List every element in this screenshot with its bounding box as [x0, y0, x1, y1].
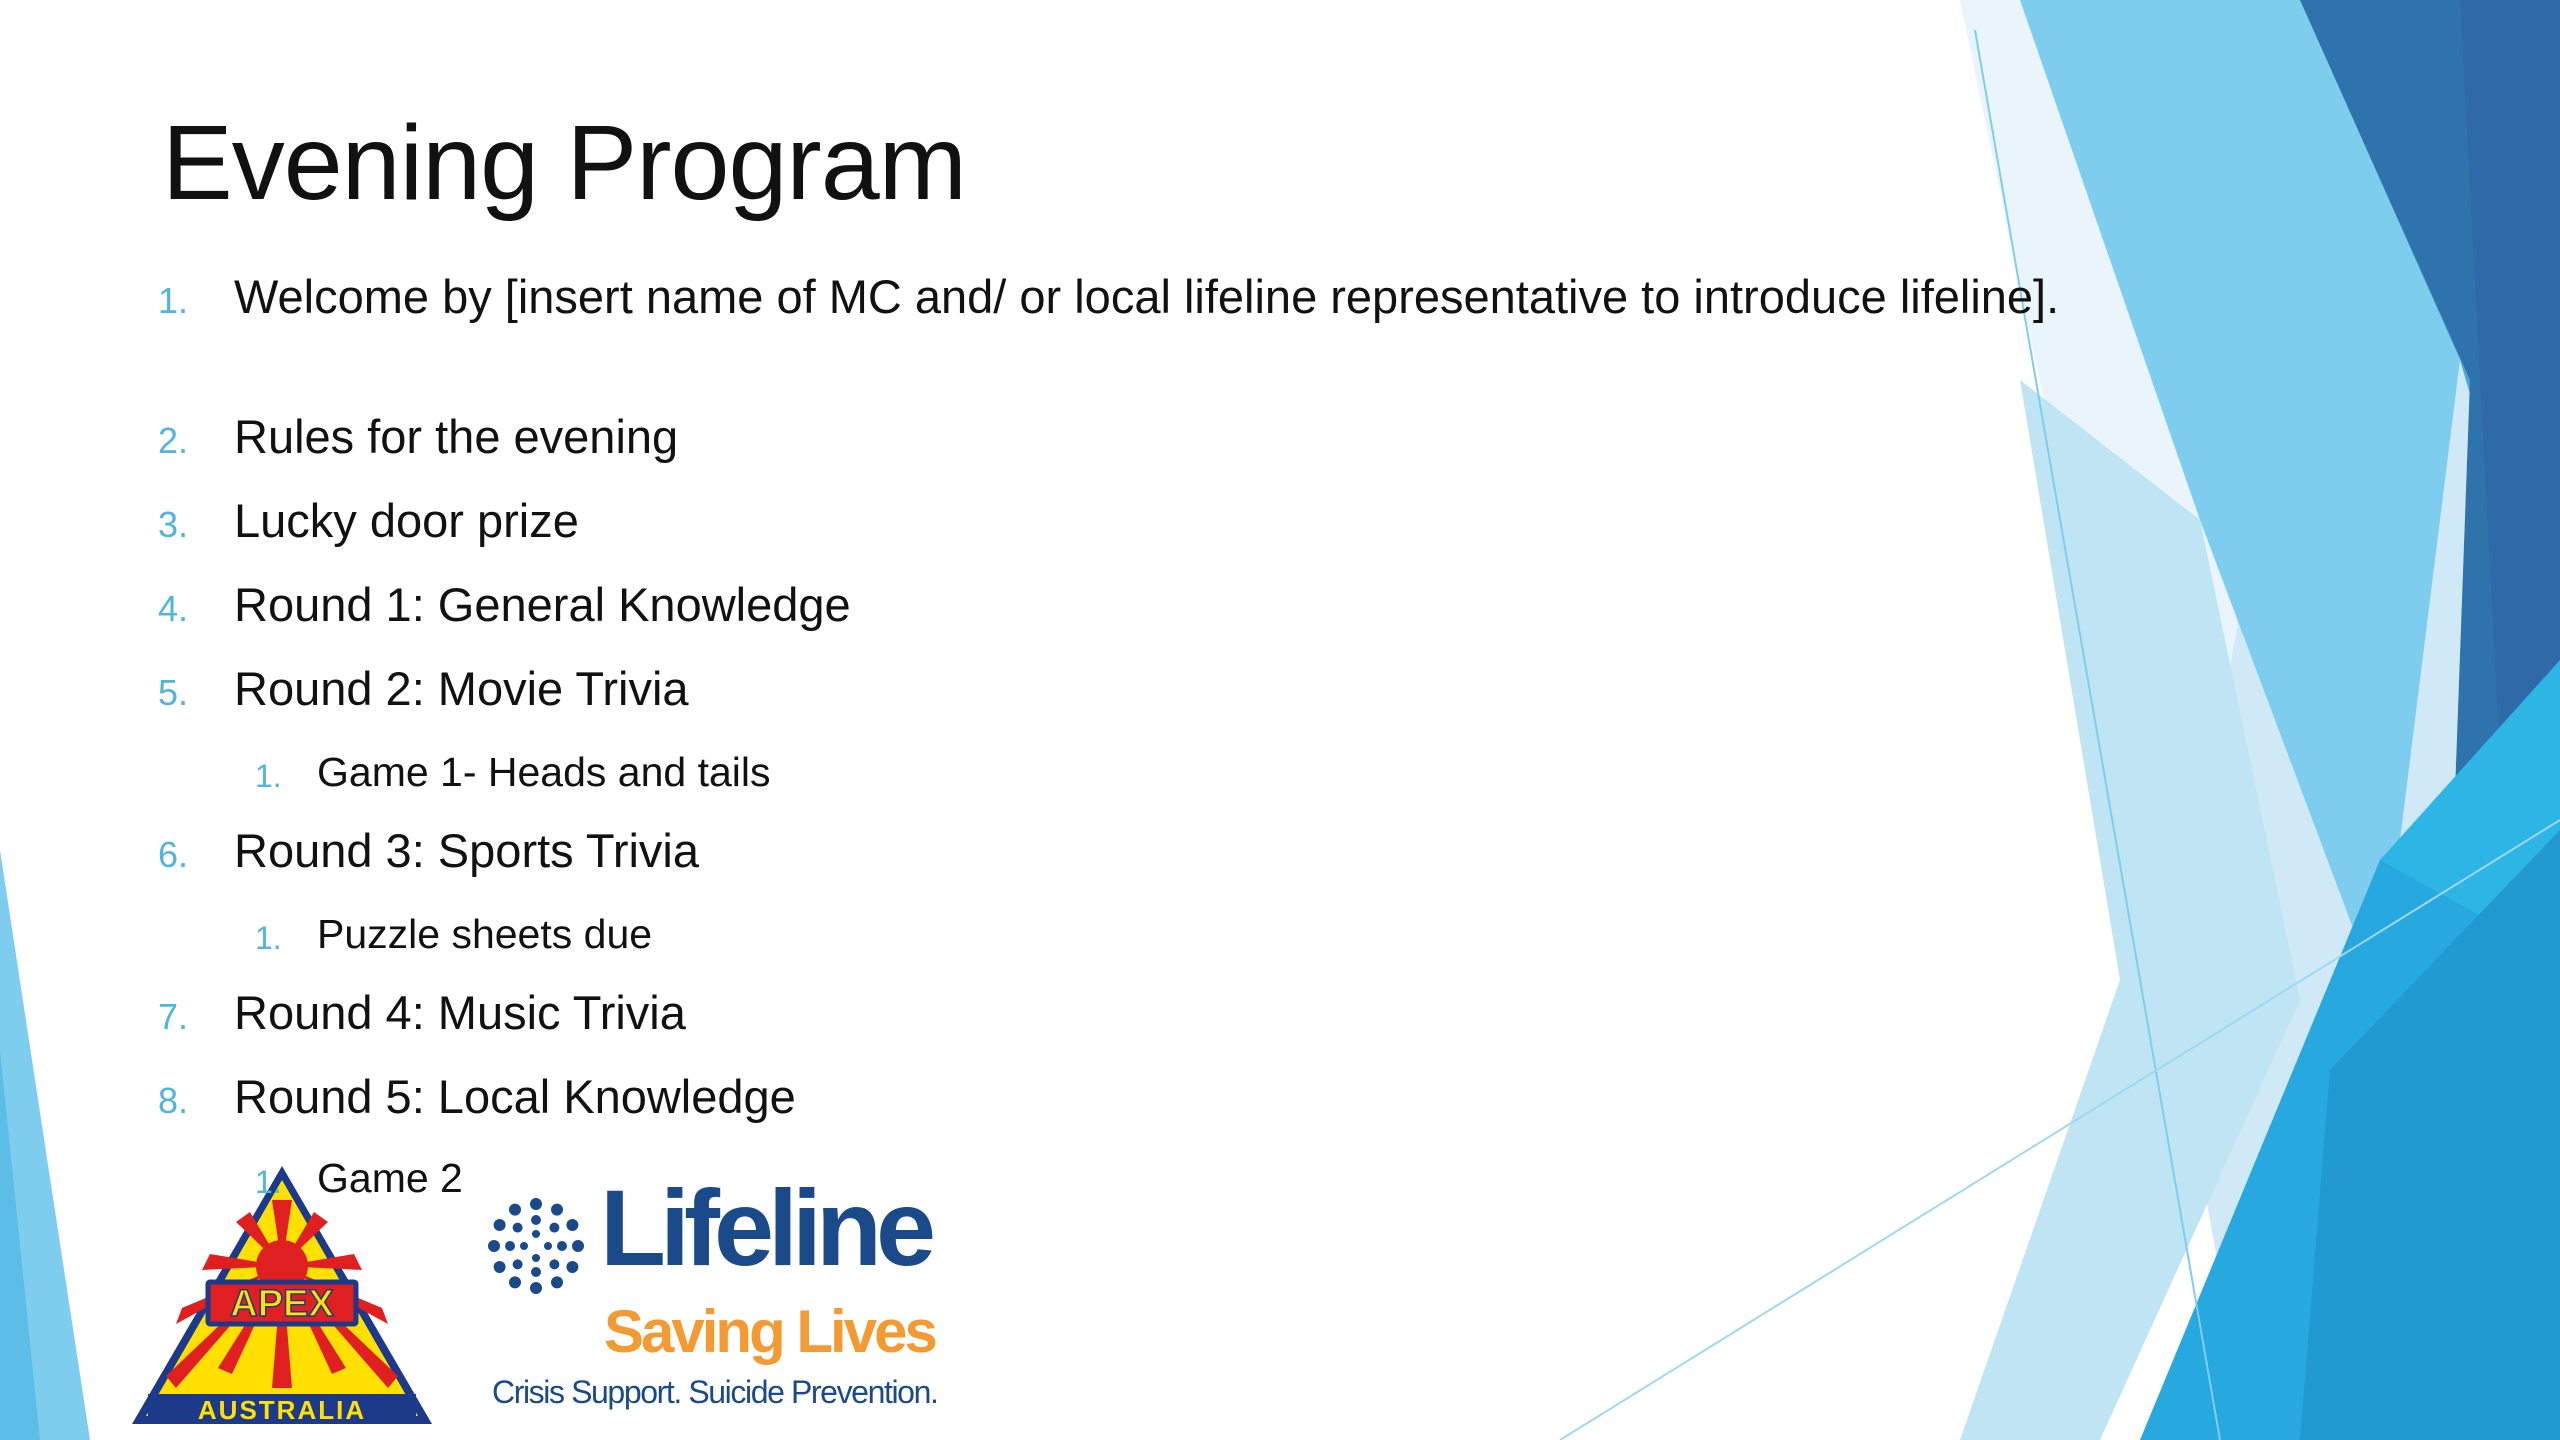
list-item	[158, 1068, 1958, 1126]
list-item	[158, 576, 1958, 634]
lifeline-tagline: Saving Lives	[604, 1298, 935, 1365]
list-number: 1.	[255, 1164, 282, 1200]
list-text: Welcome by [insert name of MC and/ or local lifeline representative to introduce lifeline].	[234, 270, 2060, 323]
apex-logo-text: APEX	[230, 1283, 334, 1325]
list-text: Round 4: Music Trivia	[234, 986, 686, 1039]
list-item	[158, 822, 1958, 880]
list-text: Lucky door prize	[234, 494, 579, 547]
list-text: Round 1: General Knowledge	[234, 578, 851, 631]
list-number: 2.	[158, 420, 189, 461]
list-text: Round 3: Sports Trivia	[234, 824, 699, 877]
list-text: Game 2	[317, 1155, 463, 1201]
lifeline-logo	[486, 1167, 966, 1416]
list-text: Round 5: Local Knowledge	[234, 1070, 796, 1123]
list-item	[158, 492, 1958, 550]
list-text: Puzzle sheets due	[317, 911, 653, 957]
list-number: 7.	[158, 996, 189, 1037]
list-number: 1.	[158, 280, 189, 321]
list-number: 4.	[158, 588, 189, 629]
list-text: Round 2: Movie Trivia	[234, 662, 689, 715]
list-item	[158, 408, 1958, 466]
list-subitem	[255, 908, 1955, 960]
lifeline-wordmark: Lifeline	[600, 1167, 931, 1288]
list-text: Game 1- Heads and tails	[317, 749, 771, 795]
slide-title: Evening Program	[162, 104, 966, 222]
list-number: 8.	[158, 1080, 189, 1121]
list-subitem	[255, 746, 1955, 798]
list-number: 3.	[158, 504, 189, 545]
list-text: Rules for the evening	[234, 410, 679, 463]
list-item	[158, 984, 1958, 1042]
apex-australia-text: AUSTRALIA	[197, 1395, 367, 1425]
list-number: 5.	[158, 672, 189, 713]
list-number: 1.	[255, 758, 282, 794]
list-number: 1.	[255, 920, 282, 956]
list-number: 6.	[158, 834, 189, 875]
lifeline-dots-icon	[486, 1196, 586, 1296]
list-item	[158, 268, 2060, 388]
lifeline-subtitle: Crisis Support. Suicide Prevention.	[492, 1374, 938, 1410]
list-item	[158, 660, 1958, 718]
